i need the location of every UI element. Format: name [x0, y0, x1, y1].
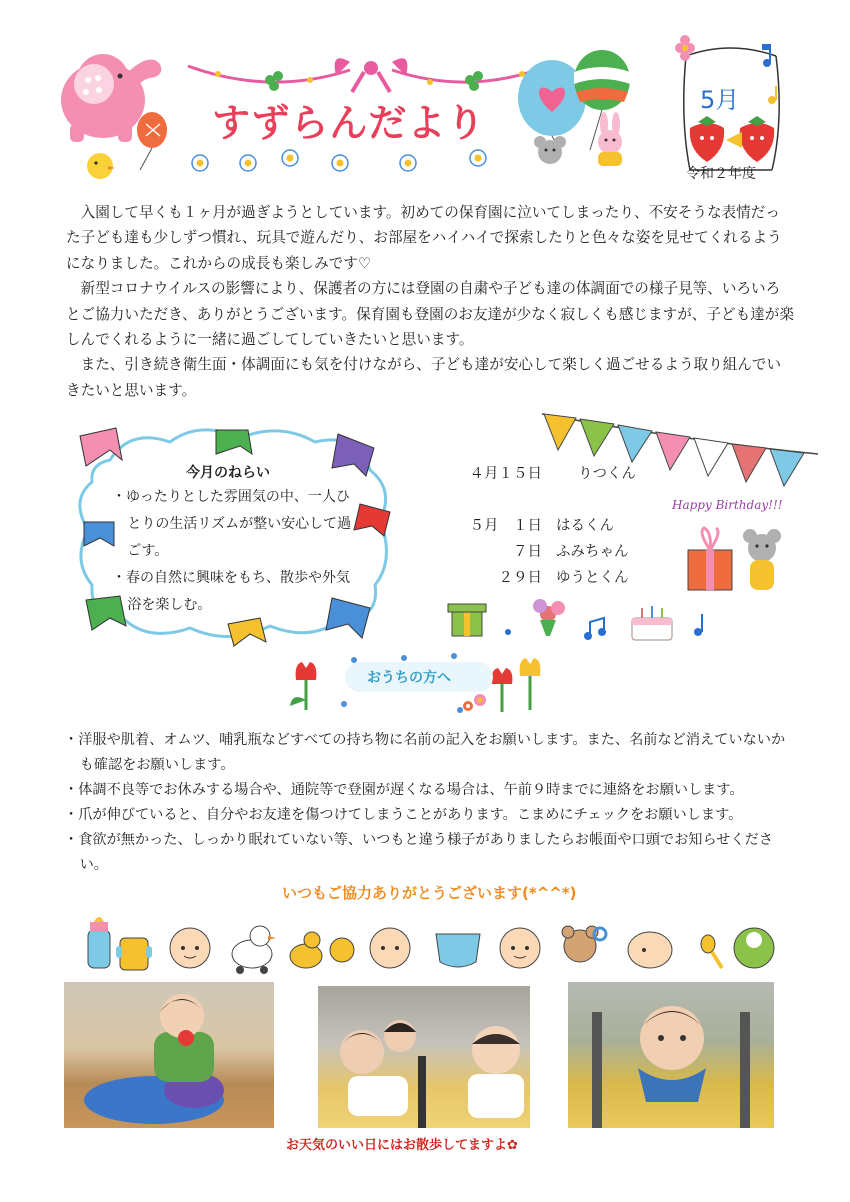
spoon-icon	[701, 935, 722, 968]
fiscal-year-label: 令和２年度	[686, 166, 756, 182]
note-item: ・体調不良等でお休みする場合や、通院等で登園が遅くなる場合は、午前９時までに連絡をお願いします。	[64, 782, 744, 798]
rabbit-icon	[598, 112, 622, 166]
photo	[568, 982, 774, 1128]
birthday-decoration	[440, 510, 810, 650]
baby-face-icon	[170, 928, 210, 968]
flower-icon	[192, 150, 486, 171]
intro-paragraph: 新型コロナウイルスの影響により、保護者の方には登園の自粛や子ども達の体調面での様子見等、いろいろとご協力いただき、ありがとうございます。保育園も登園のお友達が少なく寂しくも感じますが、子ども達が楽しんでくれるように一緒に過ごしてしていきたいと思います。	[66, 280, 794, 349]
diaper-icon	[436, 934, 480, 967]
balloon-icon	[137, 112, 167, 170]
baby-bottle-icon	[88, 917, 110, 968]
flower-icon	[675, 35, 695, 61]
birthday-name: りつくん	[578, 466, 636, 482]
strawberry-icon	[690, 116, 774, 162]
intro-text	[66, 200, 794, 403]
home-notes	[64, 728, 792, 878]
goal-item: ・春の自然に興味をもち、散歩や外気浴を楽しむ。	[112, 570, 350, 613]
goal-item: ・ゆったりとした雰囲気の中、一人ひとりの生活リズムが整い安心して過ごす。	[112, 489, 352, 559]
baby-face-icon	[370, 928, 410, 968]
intro-paragraph: また、引き続き衛生面・体調面にも気を付けながら、子ども達が安心して楽しく過ごせるよう取り組んでいきたいと思います。	[66, 356, 782, 399]
toy-duck-icon	[232, 926, 276, 974]
sippy-cup-icon	[116, 938, 152, 970]
home-section-title: おうちの方へ	[367, 670, 451, 686]
baby-face-icon	[628, 932, 672, 968]
mouse-icon	[534, 136, 566, 164]
flower-icon	[533, 599, 565, 636]
note-item: ・食欲が無かった、しっかり眠れていない等、いつもと違う様子がありましたらお帳面や口頭でお知らせください。	[64, 832, 773, 873]
baby-icon-row	[80, 912, 780, 976]
birthday-name: ふみちゃん	[556, 544, 629, 560]
goals-title: 今月のねらい	[186, 465, 270, 481]
happy-birthday-label: Happy Birthday!!!	[672, 498, 783, 512]
note-item: ・爪が伸びていると、自分やお友達を傷つけてしまうことがあります。こまめにチェックをお願いします。	[64, 807, 743, 823]
intro-paragraph: 入園して早くも１ヶ月が過ぎようとしています。初めての保育園に泣いてしまったり、不安そうな表情だった子ども達も少しずつ慣れ、玩具で遊んだり、お部屋をハイハイで探索したりと色々な姿を見せてくれるようになりました。これからの成長も楽しみです♡	[66, 204, 782, 272]
birthday-date: ２９日	[498, 570, 542, 586]
chick-icon	[87, 153, 115, 179]
flower-icon	[463, 694, 486, 711]
month-label: 5月	[700, 86, 740, 114]
photo	[318, 986, 530, 1128]
toy-duck-icon	[290, 932, 354, 968]
gift-icon	[448, 604, 486, 636]
teddy-bear-icon	[562, 926, 606, 962]
birthday-name: はるくん	[556, 518, 614, 534]
birthday-date: ４月１５日	[469, 466, 542, 482]
birthday-date: ７日	[513, 544, 542, 560]
photo-caption: お天気のいい日にはお散歩してますよ✿	[286, 1138, 518, 1153]
gift-icon	[688, 528, 732, 590]
birthday-name: ゆうとくん	[556, 570, 629, 586]
cake-icon	[632, 606, 672, 640]
mouse-icon	[743, 529, 781, 590]
bow-garland-icon	[188, 58, 548, 92]
thanks-message: いつもご協力ありがとうございます(*^^*)	[282, 884, 577, 902]
goals-list	[112, 484, 362, 619]
bib-icon	[734, 928, 774, 968]
baby-face-icon	[500, 928, 540, 968]
newsletter-title: すずらんだより	[212, 101, 486, 145]
photo	[64, 982, 274, 1128]
birthday-date: ５月 １日	[469, 518, 542, 534]
note-item: ・洋服や肌着、オムツ、哺乳瓶などすべての持ち物に名前の記入をお願いします。また、名前など消えていないかも確認をお願いします。	[64, 732, 786, 773]
